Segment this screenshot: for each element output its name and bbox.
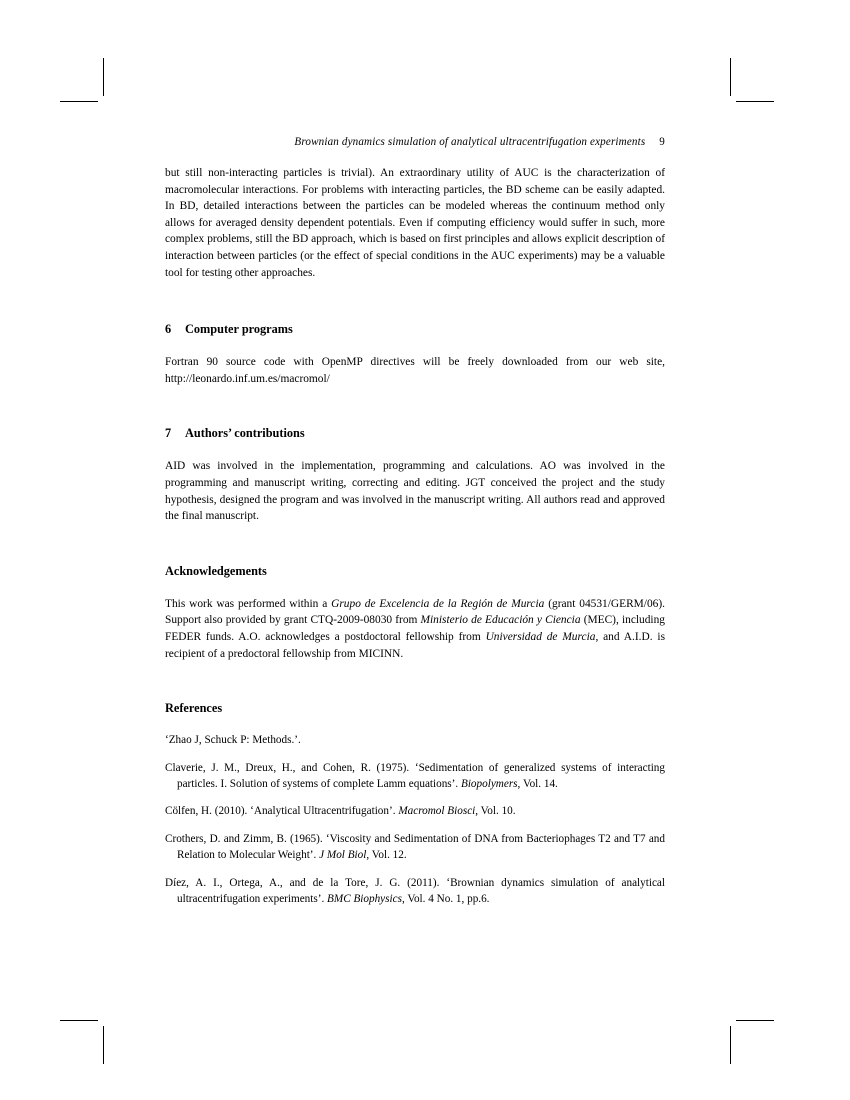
crop-mark-bottom-right-icon <box>730 1020 774 1064</box>
ref-text-post: , Vol. 14. <box>517 777 558 790</box>
text-column <box>165 136 665 907</box>
acknowledgements-paragraph <box>165 596 665 662</box>
crop-mark-bottom-left-icon <box>60 1020 104 1064</box>
continued-paragraph: but still non-interacting particles is trivial). An extraordinary utility of AUC is the characterization of macromolecular interactions. For problems with interacting particles, the BD scheme can be easily adapted. In BD, detailed interactions between the particles can be modeled whereas the continuum method only allows for averaged density dependent potentials. Even if computing efficiency would suffer in such, more complex problems, still the BD approach, which is based on first principles and allows explicit description of interaction between particles (or the effect of special conditions in the AUC experiments) may be a valuable tool for testing other approaches. <box>165 167 665 279</box>
ref-journal-italic: Biopolymers <box>460 777 518 790</box>
running-head <box>165 136 665 148</box>
reference-item <box>165 875 665 908</box>
references-list <box>165 732 665 907</box>
spacer <box>165 579 665 596</box>
spacer <box>165 387 665 425</box>
ack-text-part-4: , and A.I.D. is recipient of a predoctoral fellowship from MICINN. <box>165 630 666 660</box>
ack-text-part-1: This work was performed within a <box>165 597 332 610</box>
section-title: Computer programs <box>185 322 293 337</box>
ref-text-pre: Crothers, D. and Zimm, B. (1965). ‘Viscosity and Sedimentation of DNA from Bacteriophages T2 and T7 and Relation to Molecular Weight’. <box>165 832 665 862</box>
ref-text-post: , Vol. 4 No. 1, pp.6. <box>401 892 490 905</box>
ref-journal-italic: Macromol Biosci <box>398 805 476 818</box>
ref-journal-italic: J Mol Biol <box>319 849 367 862</box>
ref-text-pre: Claverie, J. M., Dreux, H., and Cohen, R. (1975). ‘Sedimentation of generalized systems of interacting particles. I. Solution of systems of complete Lamm equations’. <box>165 761 665 790</box>
reference-item <box>165 803 665 819</box>
section-number: 6 <box>165 322 172 337</box>
section-heading-computer-programs <box>165 321 665 337</box>
spacer <box>165 525 665 563</box>
ref-journal-italic: BMC Biophysics <box>327 892 402 905</box>
section-heading-authors-contributions <box>165 425 665 441</box>
ref-text-pre: ‘Zhao J, Schuck P: Methods.’. <box>165 734 301 747</box>
section-paragraph-computer-programs: Fortran 90 source code with OpenMP directives will be freely downloaded from our web site, http://leonardo.inf.um.es/macromol/ <box>165 356 665 385</box>
spacer <box>165 441 665 458</box>
spacer <box>165 662 665 700</box>
ack-text-part-2: (grant 04531/GERM/06). Support also provided by grant CTQ-2009-08030 from <box>165 597 666 627</box>
page-folio: 9 <box>659 136 665 148</box>
ref-text-pre: Cölfen, H. (2010). ‘Analytical Ultracentrifugation’. <box>165 805 399 818</box>
ref-text-post: , Vol. 10. <box>475 805 516 818</box>
spacer <box>165 337 665 354</box>
section-heading-acknowledgements: Acknowledgements <box>165 563 267 578</box>
section-title: Authors’ contributions <box>185 426 305 441</box>
ack-italic-grupo: Grupo de Excelencia de la Región de Murcia <box>331 597 545 610</box>
ack-italic-ministerio: Ministerio de Educación y Ciencia <box>420 614 581 627</box>
reference-item <box>165 760 665 793</box>
references-heading: References <box>165 701 223 716</box>
crop-mark-top-left-icon <box>60 58 104 102</box>
ref-text-post: , Vol. 12. <box>366 849 407 862</box>
ack-italic-universidad: Universidad de Murcia <box>485 630 596 643</box>
spacer <box>165 281 665 321</box>
reference-item <box>165 732 665 748</box>
section-paragraph-authors-contributions: AID was involved in the implementation, programming and calculations. AO was involved in the programming and manuscript writing, correcting and editing. JGT conceived the project and the study hypothesis, designed the program and was involved in the manuscript writing. All authors read and approved the final manuscript. <box>165 460 665 523</box>
crop-mark-top-right-icon <box>730 58 774 102</box>
ref-text-pre: Díez, A. I., Ortega, A., and de la Tore, J. G. (2011). ‘Brownian dynamics simulation of analytical ultracentrifugation experiments’. <box>165 876 665 905</box>
section-number: 7 <box>165 426 172 441</box>
ack-text-part-3: (MEC), including FEDER funds. A.O. acknowledges a postdoctoral fellowship from <box>165 614 665 643</box>
reference-item <box>165 831 665 864</box>
running-head-title: Brownian dynamics simulation of analytical ultracentrifugation experiments <box>294 136 646 148</box>
